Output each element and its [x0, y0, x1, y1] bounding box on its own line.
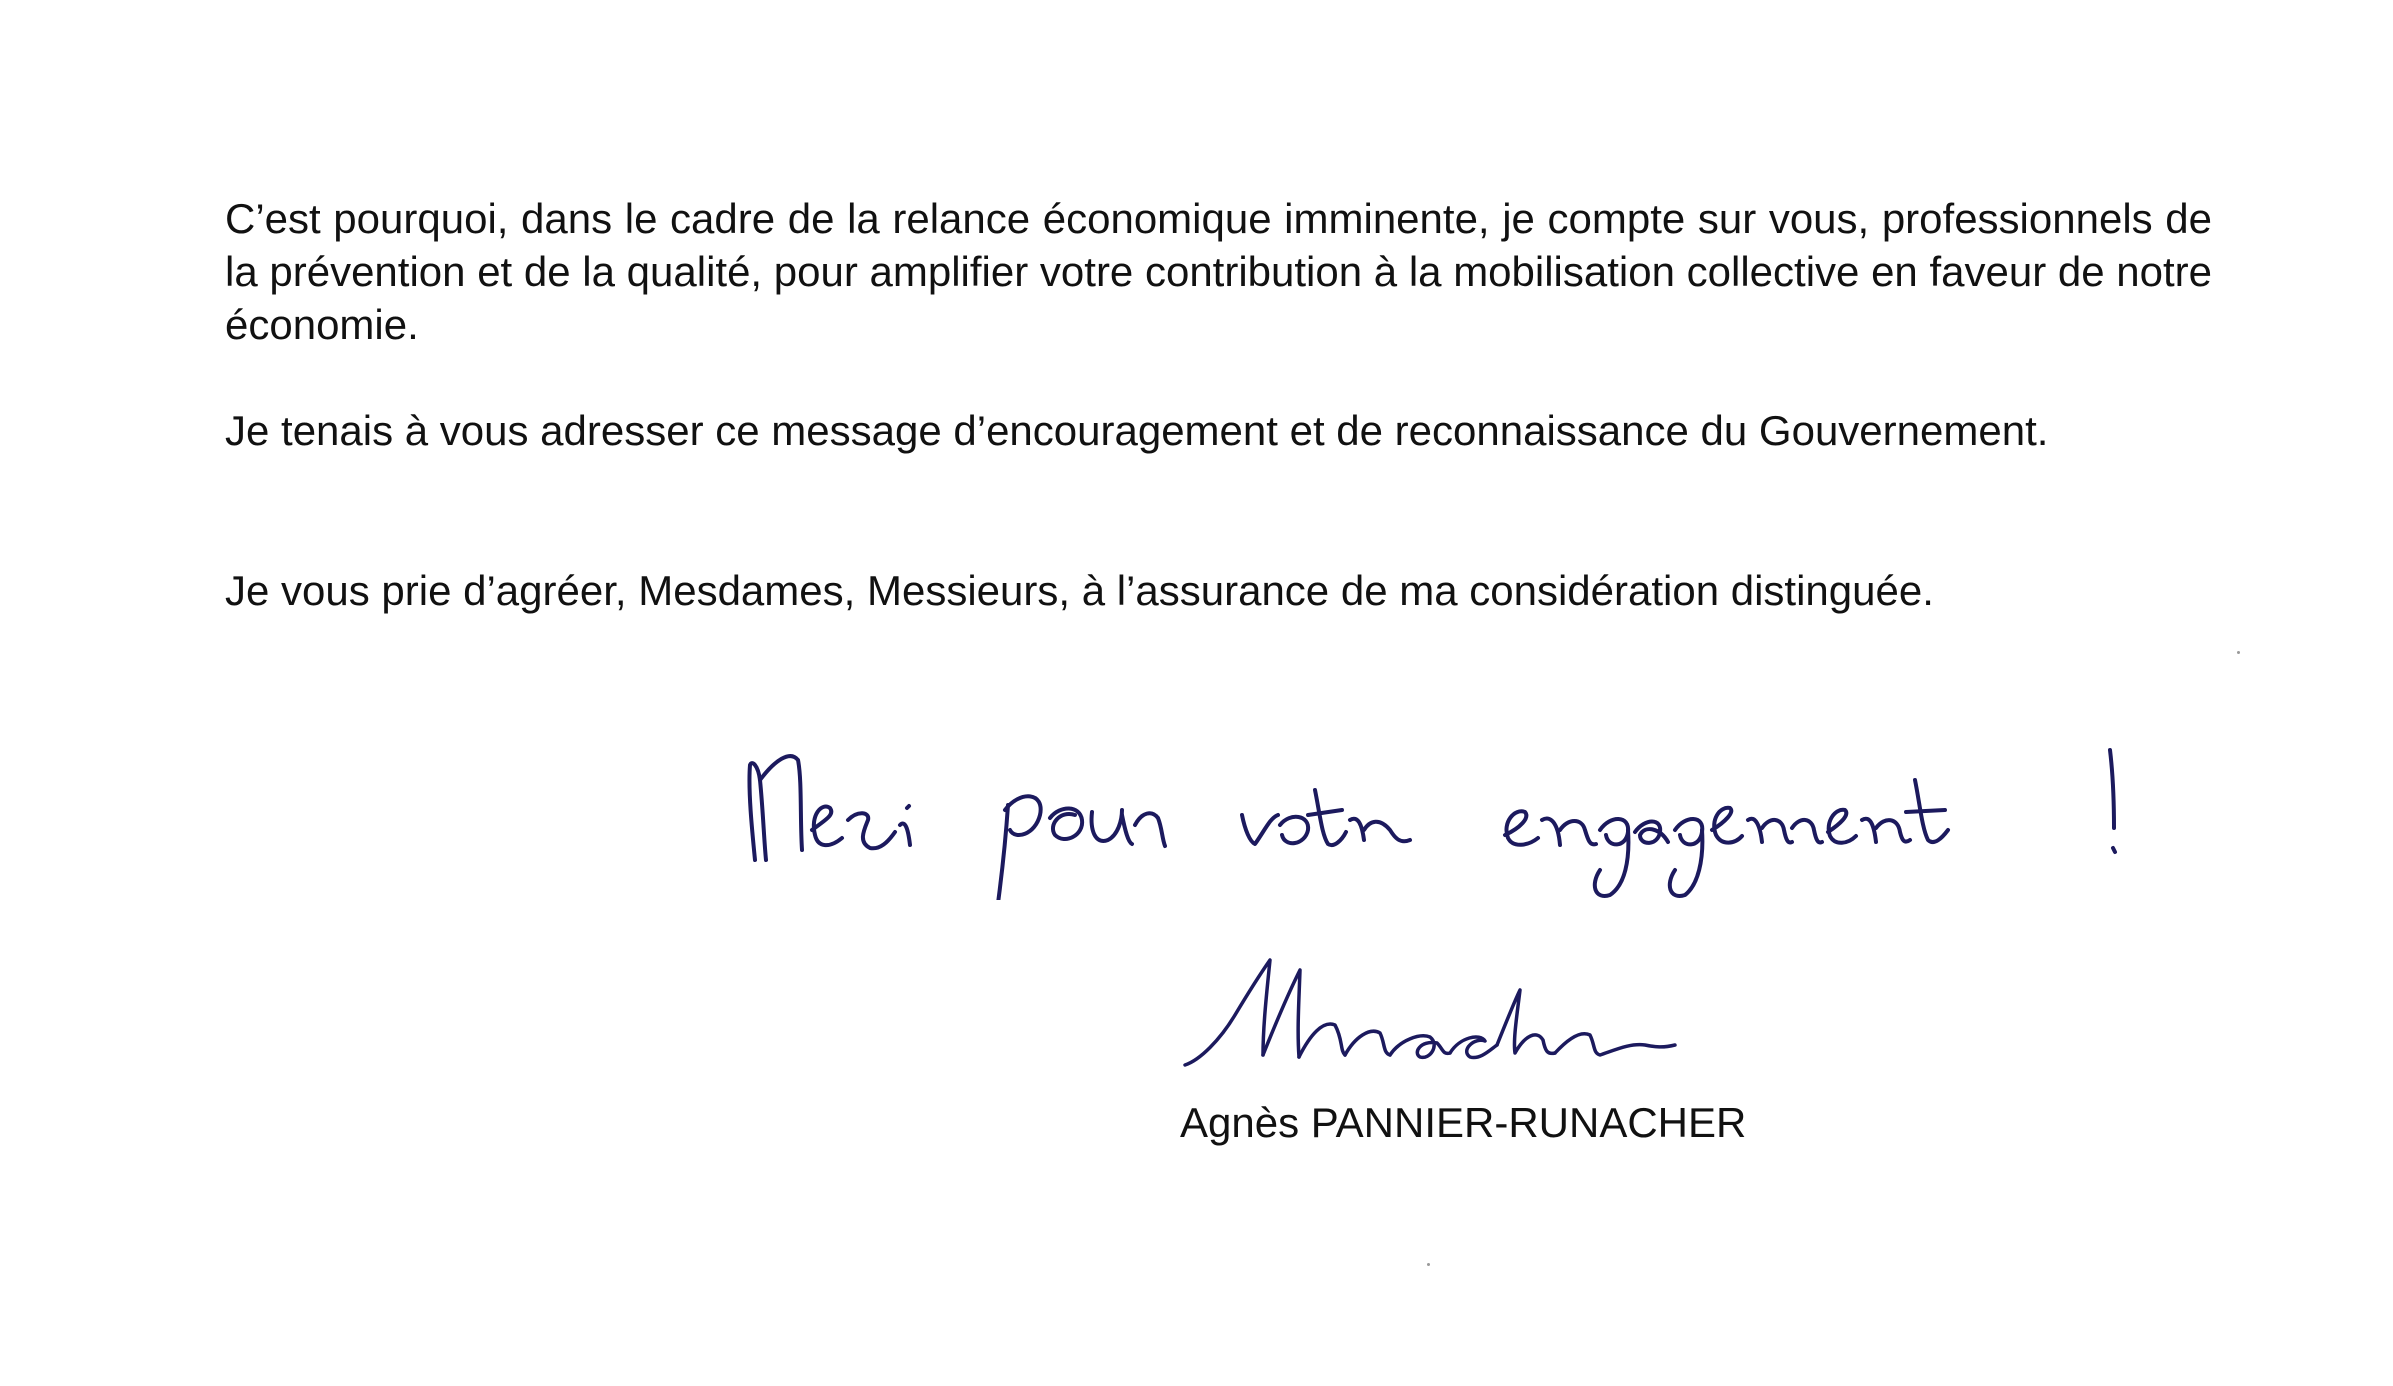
handwritten-signature [1175, 945, 1705, 1075]
scan-speck [2237, 651, 2240, 654]
paragraph-closing-formula: Je vous prie d’agréer, Mesdames, Messieurs, à l’assurance de ma considération distinguée. [225, 567, 1934, 614]
handwritten-note-drawing [730, 720, 2210, 900]
letter-body [225, 192, 2212, 614]
signatory-name: Agnès PANNIER-RUNACHER [1180, 1099, 1747, 1146]
scan-speck [1427, 1263, 1430, 1266]
paragraph-encouragement: Je tenais à vous adresser ce message d’encouragement et de reconnaissance du Gouvernement. [225, 407, 2049, 454]
signature-drawing [1175, 945, 1705, 1075]
paragraph-relance: C’est pourquoi, dans le cadre de la relance économique imminente, je compte sur vous, professionnels de la prévention et de la qualité, pour amplifier votre contribution à la mobilisation collective en faveur de notre économie. [225, 195, 2212, 348]
handwritten-note [730, 720, 2210, 900]
